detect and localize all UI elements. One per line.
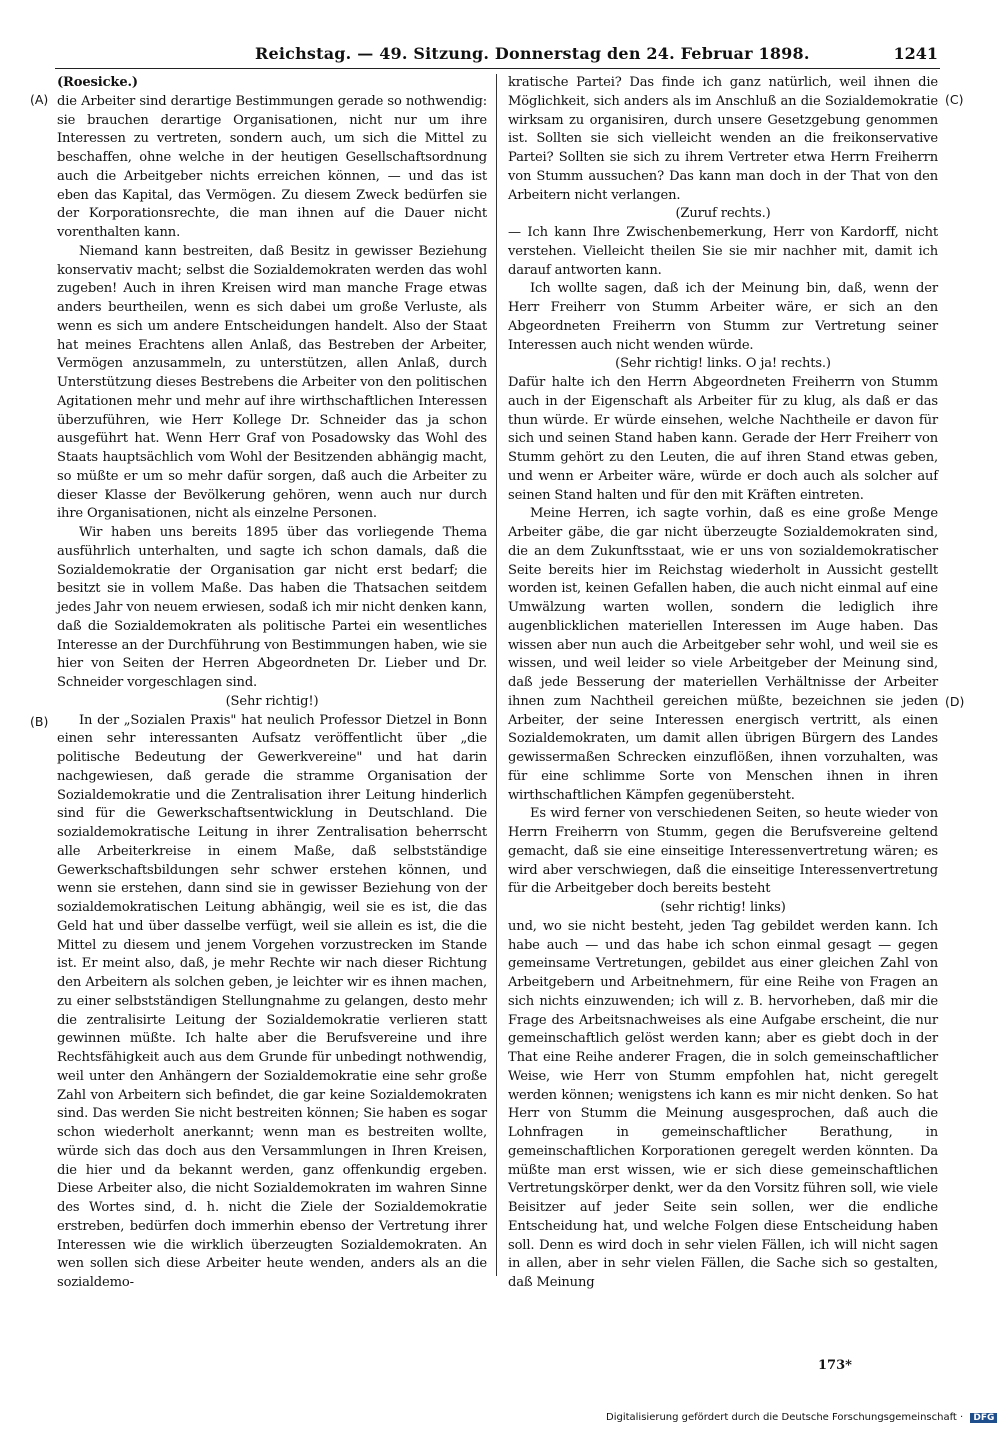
- paragraph: die Arbeiter sind derartige Bestimmungen gerade so nothwendig: sie brauchen derartige Organisationen, nicht nur um ihre Interessen zu vertreten, sondern auch, um sich die Mittel zu beschaffen, ohne welche in der heutigen Gesellschaftsordnung auch die Arbeitgeber nichts erreichen können, — und das ist eben das Kapital, das Vermögen. Zu diesem Zweck bedürfen sie der Korporationsrechte, die man ihnen auf die Dauer nicht vorenthalten kann.: [57, 93, 487, 240]
- paragraph: Ich wollte sagen, daß ich der Meinung bin, daß, wenn der Herr Freiherr von Stumm Arbeiter wäre, er sich an den Abgeordneten Freiherrn von Stumm zur Vertretung seiner Interessen auch nicht wenden würde.: [508, 281, 938, 353]
- sheet-number: 173*: [818, 1358, 852, 1373]
- footer-text: Digitalisierung gefördert durch die Deutsche Forschungsgemeinschaft ·: [606, 1412, 964, 1423]
- interjection: (Sehr richtig!): [225, 693, 319, 709]
- digitization-footer: [606, 1412, 997, 1423]
- paragraph: Niemand kann bestreiten, daß Besitz in gewisser Beziehung konservativ macht; selbst die Sozialdemokraten werden das wohl zugeben! Auch in ihren Kreisen wird man manche Frage etwas anders beurtheilen, wenn es sich dabei um große Verluste, als wenn es sich um andere Entscheidungen handelt. Also der Staat hat meines Erachtens allen Anlaß, das Bestreben der Arbeiter, Vermögen anzusammeln, zu unterstützen, allen Anlaß, durch Unterstützung dieses Bestrebens die Arbeiter von den politischen Agitationen mehr und mehr auf ihre wirthschaftlichen Interessen überzuführen, wie Herr Kollege Dr. Schneider das ja schon ausgeführt hat. Wenn Herr Graf von Posadowsky das Wohl des Staats hauptsächlich vom Wohl der Besitzenden abhängig macht, so müßte er um so mehr dafür sorgen, daß auch die Arbeiter zu dieser Klasse der Bevölkerung gehören, wenn auch nur durch ihre Organisationen, nicht als einzelne Personen.: [57, 243, 487, 522]
- right-column: [508, 74, 938, 1293]
- paragraph: In der „Sozialen Praxis" hat neulich Professor Dietzel in Bonn einen sehr interessanten Aufsatz veröffentlicht über „die politische Bedeutung der Gewerkvereine" und hat darin nachgewiesen, daß gerade die stramme Organisation der Sozialdemokratie und die Zentralisation ihrer Leitung hinderlich sind für die Gewerkschaftsentwicklung in Deutschland. Die sozialdemokratische Leitung in ihrer Zentralisation beherrscht alle Arbeiterkreise in einem Maße, daß selbstständige Gewerkschaftsbildungen sehr schwer erstehen können, und wenn sie erstehen, dann sind sie in gewisser Beziehung von der sozialdemokratischen Leitung abhängig, weil sie es ist, die das Geld hat und über dasselbe verfügt, weil sie allein es ist, die die Mittel zu diesem und jenem Vorgehen vorzustrecken im Stande ist. Er meint also, daß, je mehr Rechte wir nach dieser Richtung den Arbeitern als solchen geben, je leichter wir es ihnen machen, zu einer selbstständigen Stellungnahme zu gelangen, desto mehr die zentralisirte Leitung der Sozialdemokratie verlieren statt gewinnen müßte. Ich halte aber die Berufsvereine und ihre Rechtsfähigkeit auch aus dem Grunde für unbedingt nothwendig, weil unter den Anhängern der Sozialdemokratie eine sehr große Zahl von Arbeitern sich befindet, die gar keine Sozialdemokraten sind. Das werden Sie nicht bestreiten können; Sie haben es sogar schon wiederholt anerkannt; wenn man es bestreiten wollte, würde sich das doch aus den Versammlungen in Ihren Kreisen, die hier und da bekannt werden, ganz offenkundig ergeben. Diese Arbeiter also, die nicht Sozialdemokraten im wahren Sinne des Wortes sind, d. h. nicht die Ziele der Sozialdemokratie erstreben, bedürfen doch immerhin ebenso der Vertretung ihrer Interessen wie die wirklich überzeugten Sozialdemokraten. An wen sollen sich diese Arbeiter heute wenden, anders als an die sozialdemo-: [57, 712, 487, 1290]
- paragraph: Dafür halte ich den Herrn Abgeordneten Freiherrn von Stumm auch in der Eigenschaft als Arbeiter für zu klug, als daß er das thun würde. Er würde einsehen, welche Nachtheile er davon für sich und seinen Stand haben kann. Gerade der Herr Freiherr von Stumm gehört zu den Leuten, die auf ihren Stand etwas geben, und wenn er Arbeiter wäre, würde er doch auch als solcher auf seinen Stand halten und für den mit Kräften eintreten.: [508, 375, 938, 503]
- margin-mark-d: (D): [945, 694, 965, 709]
- paragraph: Es wird ferner von verschiedenen Seiten, so heute wieder von Herrn Freiherrn von Stumm, gegen die Berufsvereine geltend gemacht, daß sie eine einseitige Interessenvertretung wären; es wird aber verschwiegen, daß die einseitige Interessenvertretung für die Arbeitgeber doch bereits besteht: [508, 806, 938, 897]
- speaker-name: (Roesicke.): [57, 75, 138, 90]
- paragraph: — Ich kann Ihre Zwischenbemerkung, Herr von Kardorff, nicht verstehen. Vielleicht theilen Sie sie mir nachher mit, damit ich darauf antworten kann.: [508, 225, 938, 278]
- dfg-logo-icon: DFG: [970, 1413, 997, 1423]
- left-column: [57, 74, 487, 1293]
- column-divider: [496, 74, 497, 1276]
- interjection: (sehr richtig! links): [660, 900, 786, 915]
- interjection: (Zuruf rechts.): [675, 206, 771, 222]
- margin-mark-a: (A): [30, 92, 49, 107]
- paragraph: kratische Partei? Das finde ich ganz natürlich, weil ihnen die Möglichkeit, sich anders als im Anschluß an die Sozialdemokratie wirksam zu organisiren, durch unsere Gesetzgebung genommen ist. Sollten sie sich vielleicht wenden an die freikonservative Partei? Sollten sie sich zu ihrem Vertreter etwa Herrn Freiherrn von Stumm aussuchen? Das kann man doch in der That von den Arbeitern nicht verlangen.: [508, 75, 938, 203]
- paragraph: Wir haben uns bereits 1895 über das vorliegende Thema ausführlich unterhalten, und sagte ich schon damals, daß die Sozialdemokratie der Organisation gar nicht erst bedarf; die besitzt sie in vollem Maße. Das haben die Thatsachen seitdem jedes Jahr von neuem erwiesen, sodaß ich mir nicht denken kann, daß die Sozialdemokraten als politische Partei ein wesentliches Interesse an der Durchführung von Bestimmungen haben, wie sie hier von Seiten der Herren Abgeordneten Dr. Lieber und Dr. Schneider vorgeschlagen sind.: [57, 525, 487, 690]
- header-rule: [55, 68, 940, 69]
- interjection: (Sehr richtig! links. O ja! rechts.): [615, 356, 831, 372]
- paragraph: Meine Herren, ich sagte vorhin, daß es eine große Menge Arbeiter gäbe, die gar nicht überzeugte Sozialdemokraten sind, die an dem Zukunftsstaat, wie er uns von sozialdemokratischer Seite bereits hier im Reichstag wiederholt in Aussicht gestellt worden ist, keinen Gefallen haben, die auch nicht einmal auf eine Umwälzung warten wollen, sondern die lediglich ihre augenblicklichen materiellen Interessen im Auge haben. Das wissen aber nun auch die Arbeitgeber sehr wohl, und weil sie es wissen, und weil leider so viele Arbeitgeber der Meinung sind, daß jede Besserung der materiellen Verhältnisse der Arbeiter ihnen zum Nachtheil gereichen müßte, bezeichnen sie jeden Arbeiter, der seine Interessen energisch vertritt, als einen Sozialdemokraten, um damit allen übrigen Bürgern des Landes gewissermaßen Schrecken einzuflößen, ihnen vorzuhalten, was für eine schlimme Sorte von Menschen ihnen in ihren wirthschaftlichen Kämpfen gegenübersteht.: [508, 506, 938, 803]
- page-header: [0, 0, 1000, 72]
- running-title: Reichstag. — 49. Sitzung. Donnerstag den 24. Februar 1898.: [255, 44, 810, 63]
- margin-mark-c: (C): [945, 92, 964, 107]
- margin-mark-b: (B): [30, 714, 49, 729]
- page-number: 1241: [893, 44, 938, 63]
- paragraph: und, wo sie nicht besteht, jeden Tag gebildet werden kann. Ich habe auch — und das habe ich schon einmal gesagt — gegen gemeinsame Vertretungen, gebildet aus einer gleichen Zahl von Arbeitgebern und Arbeitnehmern, für eine Reihe von Fragen an sich nichts einzuwenden; ich will z. B. hervorheben, daß mir die Frage des Arbeitsnachweises als eine Aufgabe erscheint, die nur gemeinschaftlich gelöst werden kann; aber es giebt doch in der That eine Reihe anderer Fragen, die in solch gemeinschaftlicher Weise, wie Herr von Stumm empfohlen hat, nicht geregelt werden können; wenigstens ich kann es mir nicht denken. So hat Herr von Stumm die Meinung ausgesprochen, daß auch die Lohnfragen in gemeinschaftlicher Berathung, in gemeinschaftlichen Korporationen geregelt werden könnten. Da müßte man erst wissen, wie er sich diese gemeinschaftlichen Vertretungskörper denkt, wer da den Vorsitz führen soll, wie viele Beisitzer auf jeder Seite sein sollen, wer die endliche Entscheidung hat, und welche Folgen diese Entscheidung haben soll. Denn es wird doch in sehr vielen Fällen, ich will nicht sagen in allen, aber in sehr vielen Fällen, die Sache sich so gestalten, daß Meinung: [508, 918, 938, 1290]
